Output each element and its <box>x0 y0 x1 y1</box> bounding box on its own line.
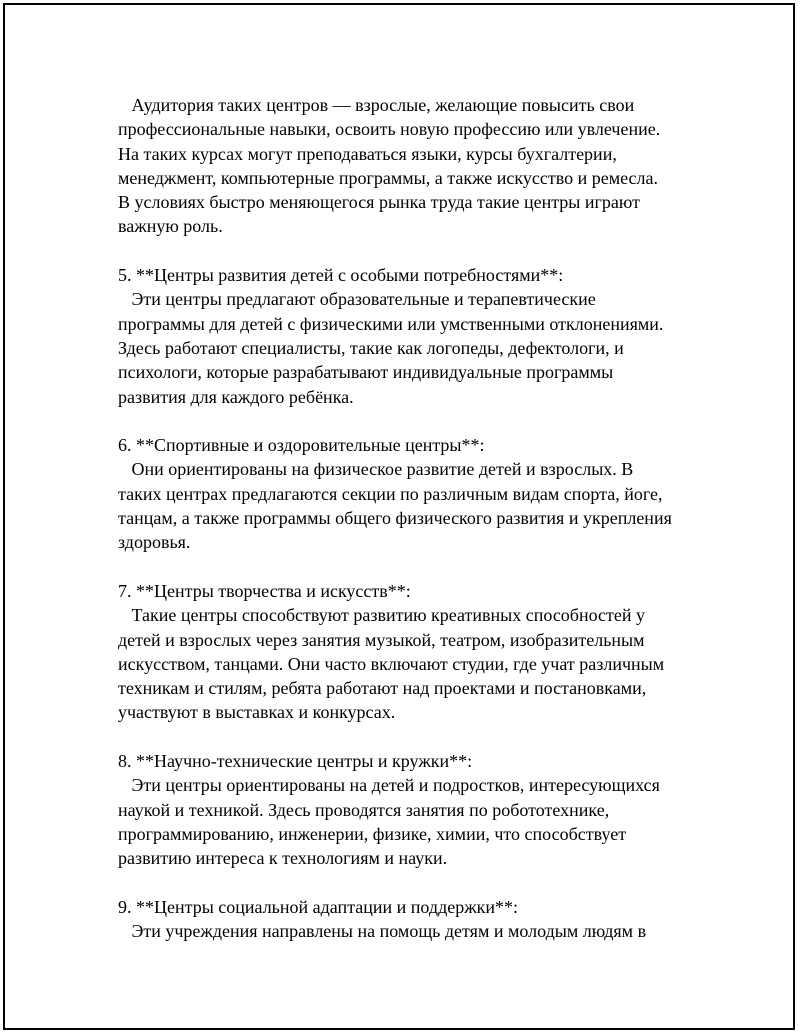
text-line: В условиях быстро меняющегося рынка труда такие центры играют <box>118 192 640 213</box>
text-line: здоровья. <box>118 532 191 553</box>
text-line: профессиональные навыки, освоить новую профессию или увлечение. <box>118 119 661 140</box>
text-line: детей и взрослых через занятия музыкой, театром, изобразительным <box>118 629 645 650</box>
text-line: Эти центры предлагают образовательные и терапевтические <box>118 289 596 310</box>
section-heading: 9. **Центры социальной адаптации и поддержки**: <box>118 896 519 917</box>
text-line: наукой и техникой. Здесь проводятся занятия по робототехнике, <box>118 799 610 820</box>
text-line: искусством, танцами. Они часто включают студии, где учат различным <box>118 653 665 674</box>
text-line: Они ориентированы на физическое развитие детей и взрослых. В <box>118 459 634 480</box>
text-line: Эти центры ориентированы на детей и подростков, интересующихся <box>118 775 660 796</box>
section-7-arts <box>118 579 698 725</box>
text-line: развитию интереса к технологиям и науки. <box>118 848 448 869</box>
text-line: программы для детей с физическими или умственными отклонениями. <box>118 313 664 334</box>
paragraph-audience <box>118 93 698 239</box>
section-9-social-adaptation <box>118 895 698 944</box>
text-line: Аудитория таких центров — взрослые, желающие повысить свои <box>118 95 635 115</box>
text-line: участвуют в выставках и конкурсах. <box>118 702 396 723</box>
text-line: техникам и стилям, ребята работают над проектами и постановками, <box>118 678 647 699</box>
section-8-science-tech <box>118 749 698 870</box>
text-line: Эти учреждения направлены на помощь детям и молодым людям в <box>118 921 647 942</box>
text-line: менеджмент, компьютерные программы, а также искусство и ремесла. <box>118 167 659 188</box>
section-heading: 6. **Спортивные и оздоровительные центры**: <box>118 435 485 456</box>
text-line: программированию, инженерии, физике, химии, что способствует <box>118 823 627 844</box>
text-line: таких центрах предлагаются секции по различным видам спорта, йоге, <box>118 483 663 504</box>
document-body <box>118 93 698 968</box>
section-5-special-needs <box>118 263 698 409</box>
text-line: танцам, а также программы общего физического развития и укрепления <box>118 508 672 529</box>
section-6-sports <box>118 433 698 554</box>
text-line: важную роль. <box>118 216 223 237</box>
section-heading: 7. **Центры творчества и искусств**: <box>118 580 411 601</box>
text-line: Такие центры способствуют развитию креативных способностей у <box>118 605 646 626</box>
text-line: Здесь работают специалисты, такие как логопеды, дефектологи, и <box>118 337 624 358</box>
section-heading: 5. **Центры развития детей с особыми потребностями**: <box>118 265 564 286</box>
text-line: развития для каждого ребёнка. <box>118 386 354 407</box>
section-heading: 8. **Научно-технические центры и кружки**: <box>118 751 473 772</box>
text-line: На таких курсах могут преподаваться языки, курсы бухгалтерии, <box>118 143 617 164</box>
text-line: психологи, которые разрабатывают индивидуальные программы <box>118 362 614 383</box>
